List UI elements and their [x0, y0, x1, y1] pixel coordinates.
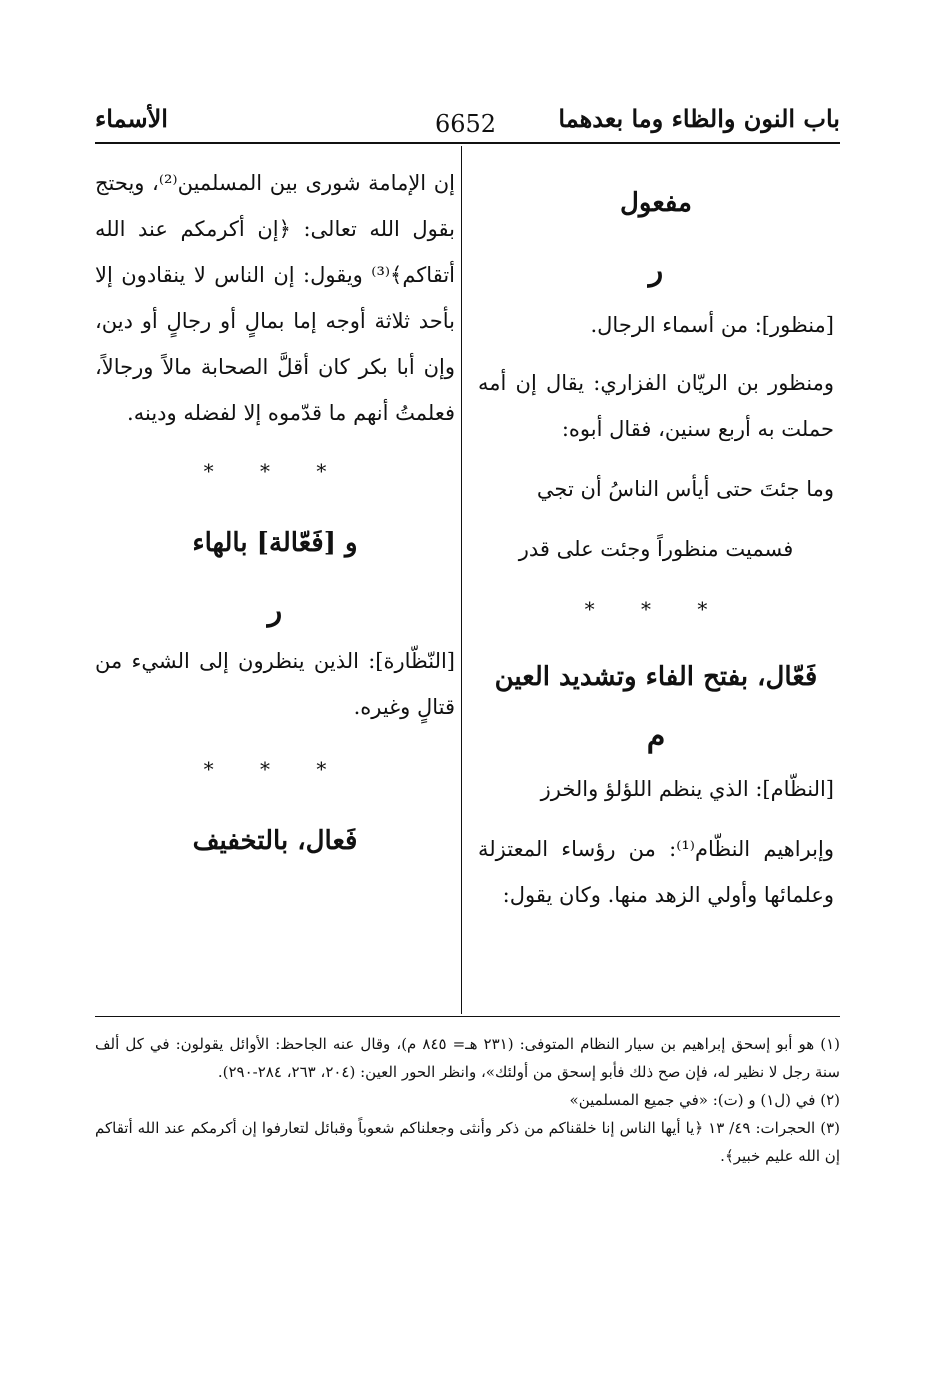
entry-nazzara: [النّظّارة]: الذين ينظرون إلى الشيء من قتالٍ وغيره. [95, 649, 455, 719]
section-title: الأسماء [95, 104, 168, 133]
heading-faal: فَعّال، بفتح الفاء وتشديد العين [494, 662, 818, 692]
entry-manzur-ibn-rayyan: ومنظور بن الريّان الفزاري: يقال إن أمه حملت به أربع سنين، فقال أبوه: [478, 371, 834, 441]
footnotes [95, 1030, 840, 1170]
verse-line-1: وما جئتَ حتى أيأس الناسُ أن تجي [536, 477, 834, 501]
letter-heading-r: ر [267, 593, 283, 628]
footnote-1: (١) هو أبو إسحق إبراهيم بن سيار النظام المتوفى: (٢٣١ هـ= ٨٤٥ م)، وقال عنه الجاحظ: الأوائل يقولون: في كل ألف سنة رجل لا نظير له، فإن صح ذلك فأبو إسحق من أولئك»، وانظر الحور العين: (٢٠٤، ٢٦٣، ٢٨٤-٢٩٠). [95, 1035, 841, 1081]
page-number: 6652 [435, 110, 497, 138]
header-divider [95, 142, 840, 144]
paragraph-imama: إن الإمامة شورى بين المسلمين⁽²⁾، ويحتج بقول الله تعالى: ﴿إن أكرمكم عند الله أتقاكم﴾⁽³⁾ ويقول: إن الناس لا ينقادون إلا بأحد ثلاثة أوجه إما بمالٍ أو رجالٍ أو دين، وإن أبا بكر كان أقلَّ الصحابة مالاً ورجالاً، فعلمتُ أنهم ما قدّموه إلا لفضله ودينه. [95, 171, 456, 425]
section-separator: * * * [584, 597, 728, 621]
footnote-divider [95, 1016, 840, 1017]
section-separator: * * * [203, 757, 347, 781]
entry-manzur: [منظور]: من أسماء الرجال. [590, 313, 834, 337]
letter-heading-m: م [646, 719, 666, 754]
heading-faala: و [فَعّالة] بالهاء [192, 528, 358, 558]
chapter-title: باب النون والظاء وما بعدهما [558, 104, 840, 133]
heading-mafool: مفعول [620, 188, 692, 218]
right-column [478, 160, 834, 918]
section-separator: * * * [203, 459, 347, 483]
letter-heading-r: ر [648, 253, 664, 288]
verse-line-2: فسميت منظوراً وجئت على قدر [518, 537, 794, 561]
footnote-3: (٣) الحجرات: ٤٩/ ١٣ ﴿يا أيها الناس إنا خلقناكم من ذكر وأنثى وجعلناكم شعوباً وقبائل لتعارفوا إن أكرمكم عند الله أتقاكم إن الله عليم خبير﴾. [95, 1119, 840, 1165]
footnote-2: (٢) في (ل١) و (ت): «في جميع المسلمين» [569, 1091, 840, 1109]
column-divider [461, 146, 462, 1014]
entry-ibrahim-nazzam: وإبراهيم النظّام⁽¹⁾: من رؤساء المعتزلة وعلمائها وأولي الزهد منها. وكان يقول: [478, 837, 834, 907]
heading-faal-takhfif: فَعال، بالتخفيف [192, 826, 358, 856]
page-header [95, 100, 840, 140]
left-column [95, 160, 455, 864]
entry-nazzam: [النظّام]: الذي ينظم اللؤلؤ والخرز [540, 777, 834, 801]
